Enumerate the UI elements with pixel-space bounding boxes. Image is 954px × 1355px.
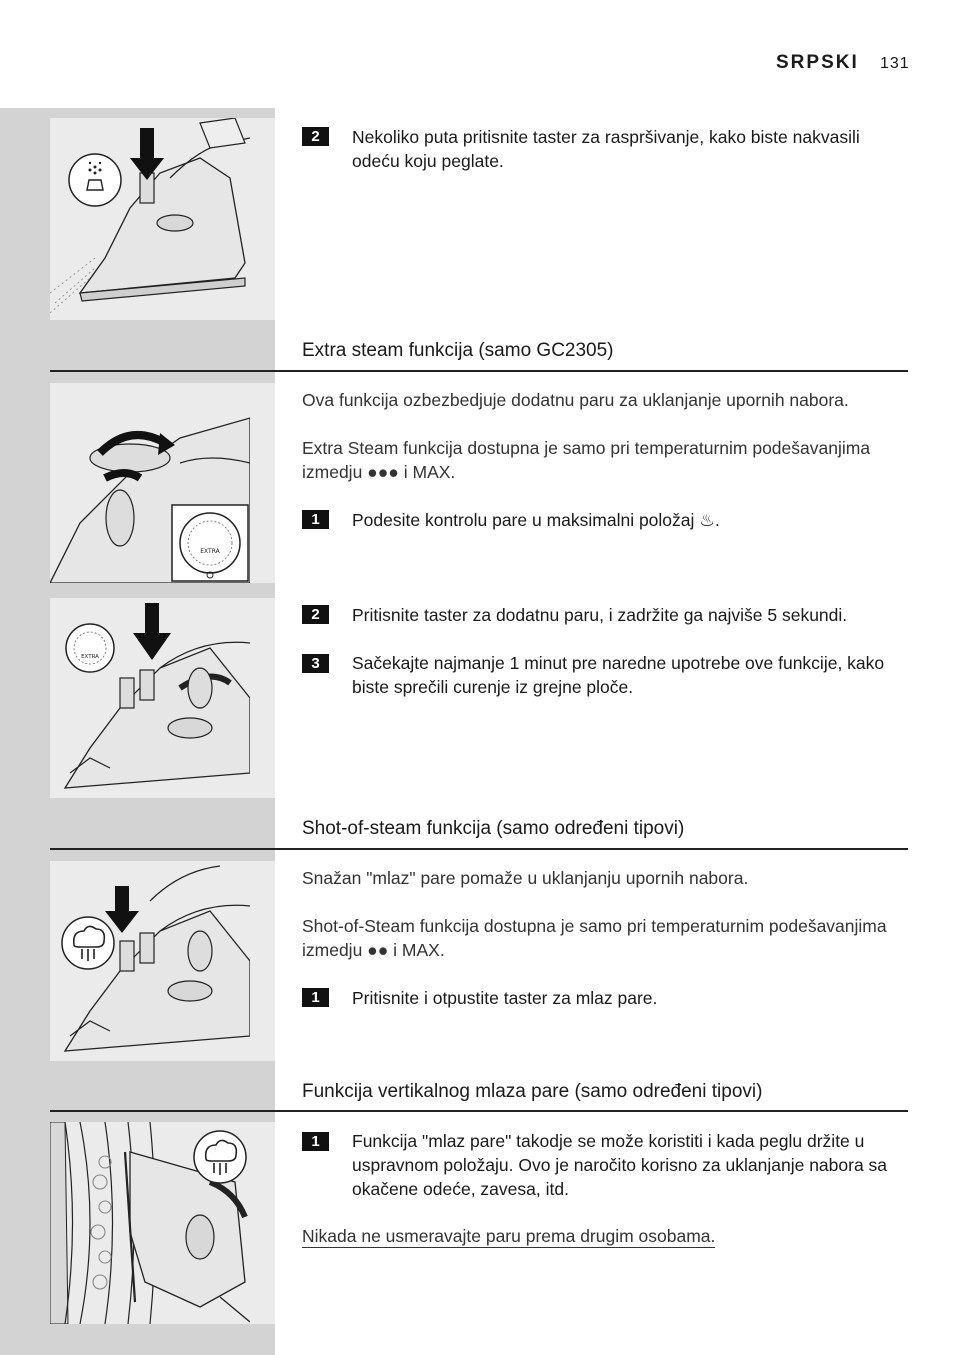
step-number: 3: [302, 654, 329, 673]
iron-vertical-illustration: [50, 1122, 250, 1324]
press-arrow-icon: [133, 603, 171, 660]
press-arrow-icon: [130, 128, 164, 180]
step-text: Podesite kontrolu pare u maksimalni položaj ♨.: [352, 510, 720, 530]
steam-dial-icon: [180, 513, 240, 573]
figure-notch: [250, 1122, 275, 1324]
iron-extra-steam-illustration: [50, 598, 250, 798]
figure-shot-of-steam-button: [50, 861, 250, 1061]
warning-text: Nikada ne usmeravajte paru prema drugim osobama.: [302, 1226, 716, 1246]
step-text: Sačekajte najmanje 1 minut pre naredne upotrebe ove funkcije, kako biste sprečili curenje iz grejne ploče.: [352, 653, 885, 697]
section-rule: [50, 370, 908, 372]
paragraph: Extra Steam funkcija dostupna je samo pri temperaturnim podešavanjima izmedju ●●● i MAX.: [302, 438, 871, 482]
section-title-extra-steam: Extra steam funkcija (samo GC2305): [302, 340, 614, 361]
step-text: Pritisnite i otpustite taster za mlaz pare.: [352, 988, 658, 1008]
section-rule: [50, 1110, 908, 1112]
step-number: 1: [302, 988, 329, 1007]
figure-notch: [250, 861, 275, 1061]
page-number: 131: [880, 55, 910, 72]
section-title-vertical-steam: Funkcija vertikalnog mlaza pare (samo određeni tipovi): [302, 1081, 763, 1102]
section-rule: [50, 848, 908, 850]
paragraph: Shot-of-Steam funkcija dostupna je samo pri temperaturnim podešavanjima izmedju ●● i MAX.: [302, 916, 887, 960]
figure-spray-iron: [50, 118, 250, 320]
language-header: SRPSKI: [776, 52, 859, 73]
iron-dial-illustration: [50, 383, 250, 583]
section-title-shot-of-steam: Shot-of-steam funkcija (samo određeni tipovi): [302, 818, 685, 839]
paragraph: Ova funkcija ozbezbedjuje dodatnu paru za uklanjanje upornih nabora.: [302, 390, 849, 410]
step-text: Pritisnite taster za dodatnu paru, i zadržite ga najviše 5 sekundi.: [352, 605, 848, 625]
step-number: 1: [302, 1132, 329, 1151]
figure-steam-dial: [50, 383, 250, 583]
iron-shot-of-steam-illustration: [50, 861, 250, 1061]
paragraph: Snažan "mlaz" pare pomaže u uklanjanju upornih nabora.: [302, 868, 749, 888]
step-number: 1: [302, 510, 329, 529]
step-text: Funkcija "mlaz pare" takodje se može koristiti i kada peglu držite u uspravnom položaju. Ovo je naročito korisno za uklanjanje nabora sa okačene odeće, zavesa, itd.: [352, 1131, 888, 1199]
figure-vertical-steam: [50, 1122, 250, 1324]
figure-notch: [250, 598, 275, 798]
shot-of-steam-icon: [194, 1131, 246, 1183]
iron-spray-illustration: [50, 118, 250, 320]
step-number: 2: [302, 605, 329, 624]
extra-steam-icon: [66, 624, 114, 672]
figure-notch: [250, 118, 275, 320]
press-arrow-icon: [105, 886, 139, 933]
svg-text:EXTRA: EXTRA: [200, 548, 220, 555]
figure-extra-steam-button: [50, 598, 250, 798]
step-number: 2: [302, 127, 329, 146]
svg-text:EXTRA: EXTRA: [81, 654, 99, 660]
figure-notch: [250, 383, 275, 583]
step-text: Nekoliko puta pritisnite taster za raspršivanje, kako biste nakvasili odeću koju peglate.: [352, 127, 860, 171]
shot-of-steam-icon: [62, 917, 114, 969]
